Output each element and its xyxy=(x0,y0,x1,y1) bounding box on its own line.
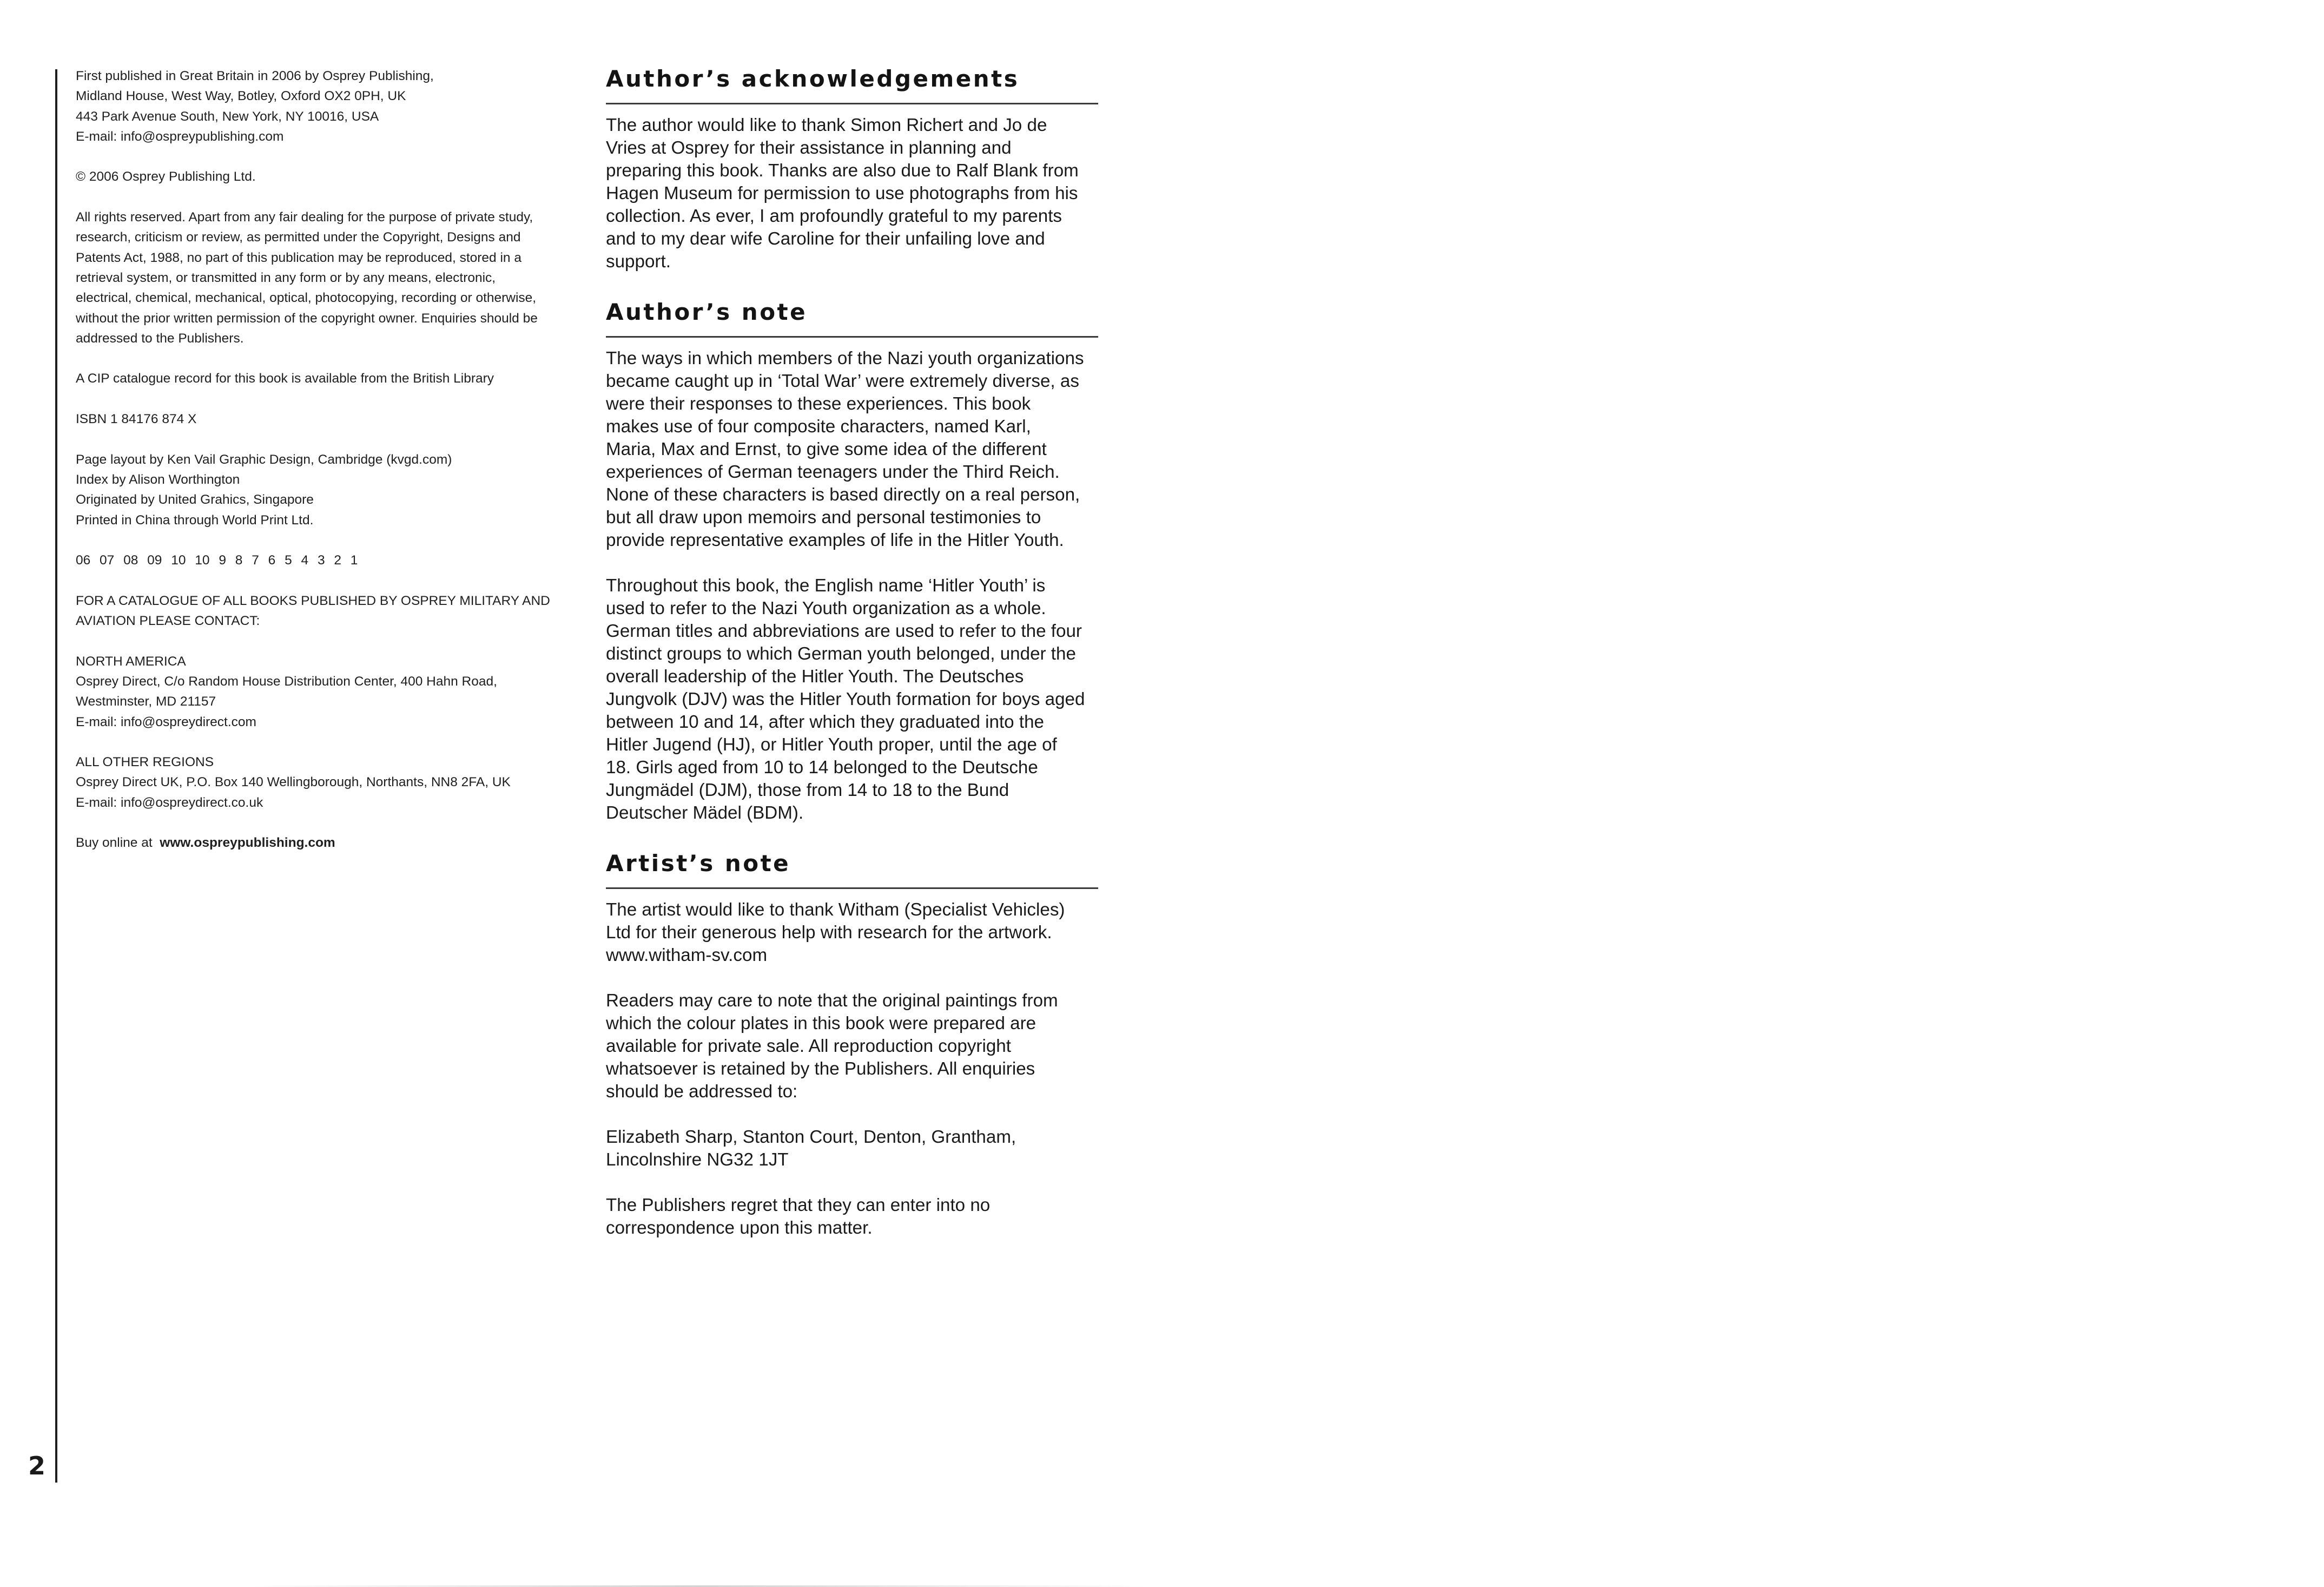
text-line: Throughout this book, the English name ‘Hitler Youth’ is xyxy=(606,576,1046,596)
credit-line: Page layout by Ken Vail Graphic Design, Cambridge (kvgd.com) xyxy=(76,452,452,467)
text-line: between 10 and 14, after which they graduated into the xyxy=(606,712,1044,732)
text-line: The ways in which members of the Nazi youth organizations xyxy=(606,348,1084,368)
publisher-line: First published in Great Britain in 2006 by Osprey Publishing, xyxy=(76,69,434,83)
other-regions-block xyxy=(76,752,573,813)
imprint-column xyxy=(76,66,573,873)
rights-line: All rights reserved. Apart from any fair dealing for the purpose of private study, xyxy=(76,210,533,225)
artists-note-paragraph xyxy=(606,1126,1098,1171)
text-line: German titles and abbreviations are used to refer to the four xyxy=(606,621,1082,641)
copyright-line: © 2006 Osprey Publishing Ltd. xyxy=(76,169,256,185)
text-line: Ltd for their generous help with research for the artwork. xyxy=(606,923,1052,943)
page-margin-rule xyxy=(55,69,57,1483)
text-line: distinct groups to which German youth belonged, under the xyxy=(606,644,1076,664)
credit-line: Originated by United Grahics, Singapore xyxy=(76,492,314,508)
artists-note-paragraph xyxy=(606,990,1098,1103)
text-line: available for private sale. All reproduction copyright xyxy=(606,1036,1011,1056)
text-line: but all draw upon memoirs and personal testimonies to xyxy=(606,508,1041,528)
buy-online-prefix: Buy online at xyxy=(76,835,153,851)
text-line: should be addressed to: xyxy=(606,1082,798,1102)
text-line: and to my dear wife Caroline for their unfailing love and xyxy=(606,229,1045,249)
text-line: collection. As ever, I am profoundly grateful to my parents xyxy=(606,206,1062,226)
catalogue-line: FOR A CATALOGUE OF ALL BOOKS PUBLISHED BY OSPREY MILITARY AND xyxy=(76,593,550,608)
text-line: whatsoever is retained by the Publishers. All enquiries xyxy=(606,1059,1035,1079)
address-line: Osprey Direct UK, P.O. Box 140 Wellingborough, Northants, NN8 2FA, UK xyxy=(76,775,511,790)
artists-note-text xyxy=(606,899,1098,1240)
credit-line: Printed in China through World Print Ltd. xyxy=(76,512,314,528)
text-line: Maria, Max and Ernst, to give some idea of the different xyxy=(606,439,1047,459)
text-line: The Publishers regret that they can enter into no xyxy=(606,1195,991,1215)
text-line: became caught up in ‘Total War’ were extremely diverse, as xyxy=(606,371,1079,391)
publisher-line: Midland House, West Way, Botley, Oxford OX2 0PH, UK xyxy=(76,89,406,104)
catalogue-block xyxy=(76,591,573,631)
north-america-block xyxy=(76,651,573,732)
text-line: experiences of German teenagers under the Third Reich. xyxy=(606,462,1060,482)
text-line: www.witham-sv.com xyxy=(606,945,768,965)
text-line: Hitler Jugend (HJ), or Hitler Youth proper, until the age of xyxy=(606,735,1057,755)
text-line: 18. Girls aged from 10 to 14 belonged to the Deutsche xyxy=(606,758,1038,778)
rights-line: without the prior written permission of the copyright owner. Enquiries should be xyxy=(76,311,538,326)
publisher-block xyxy=(76,66,573,147)
page-number: 2 xyxy=(28,1451,46,1480)
address-line: Westminster, MD 21157 xyxy=(76,694,216,709)
buy-online-block xyxy=(76,833,573,853)
acknowledgements-paragraph xyxy=(606,114,1098,273)
isbn-block xyxy=(76,409,573,429)
authors-note-heading: Author’s note xyxy=(606,296,1098,338)
text-line: Readers may care to note that the original paintings from xyxy=(606,991,1058,1011)
text-line: The author would like to thank Simon Richert and Jo de xyxy=(606,115,1047,135)
text-line: Jungmädel (DJM), those from 14 to 18 to the Bund xyxy=(606,780,1009,800)
artists-note-heading: Artist’s note xyxy=(606,847,1098,889)
region-heading: ALL OTHER REGIONS xyxy=(76,755,214,770)
text-line: Vries at Osprey for their assistance in planning and xyxy=(606,138,1012,158)
text-line: support. xyxy=(606,252,671,272)
website-link[interactable]: www.ospreypublishing.com xyxy=(160,835,335,851)
text-line: provide representative examples of life in the Hitler Youth. xyxy=(606,530,1064,550)
acknowledgements-text xyxy=(606,114,1098,273)
buy-online-line xyxy=(76,833,573,853)
artists-note-paragraph xyxy=(606,899,1098,967)
rights-line: addressed to the Publishers. xyxy=(76,331,244,346)
artists-note-paragraph xyxy=(606,1194,1098,1240)
cip-notice xyxy=(76,368,573,388)
publisher-line: 443 Park Avenue South, New York, NY 10016, USA xyxy=(76,109,379,124)
address-line: Osprey Direct, C/o Random House Distribution Center, 400 Hahn Road, xyxy=(76,674,497,689)
email-line: E-mail: info@ospreydirect.com xyxy=(76,714,256,729)
region-heading: NORTH AMERICA xyxy=(76,654,186,669)
rights-line: electrical, chemical, mechanical, optical, photocopying, recording or otherwise, xyxy=(76,291,537,306)
acknowledgements-heading: Author’s acknowledgements xyxy=(606,63,1098,104)
text-line: Deutscher Mädel (BDM). xyxy=(606,803,804,823)
cip-line: A CIP catalogue record for this book is available from the British Library xyxy=(76,371,494,386)
text-line: The artist would like to thank Witham (Specialist Vehicles) xyxy=(606,900,1065,920)
text-line: Hagen Museum for permission to use photographs from his xyxy=(606,183,1078,203)
text-line: which the colour plates in this book were prepared are xyxy=(606,1013,1036,1033)
text-line: overall leadership of the Hitler Youth. The Deutsches xyxy=(606,667,1024,687)
authors-note-paragraph xyxy=(606,347,1098,552)
artists-note-section xyxy=(606,847,1098,1240)
catalogue-line: AVIATION PLEASE CONTACT: xyxy=(76,614,260,629)
rights-line: retrieval system, or transmitted in any form or by any means, electronic, xyxy=(76,270,496,285)
text-line: correspondence upon this matter. xyxy=(606,1218,873,1238)
print-numbers-block xyxy=(76,550,573,570)
copyright-notice xyxy=(76,167,573,187)
authors-note-section xyxy=(606,296,1098,825)
text-line: Elizabeth Sharp, Stanton Court, Denton, Grantham, xyxy=(606,1127,1016,1147)
authors-note-paragraph xyxy=(606,575,1098,825)
credit-line: Index by Alison Worthington xyxy=(76,472,240,487)
text-line: None of these characters is based directly on a real person, xyxy=(606,485,1080,505)
publisher-email: E-mail: info@ospreypublishing.com xyxy=(76,129,284,144)
rights-line: Patents Act, 1988, no part of this publication may be reproduced, stored in a xyxy=(76,250,521,265)
text-line: were their responses to these experiences. This book xyxy=(606,394,1031,414)
print-numbers-line: 06 07 08 09 10 10 9 8 7 6 5 4 3 2 1 xyxy=(76,553,358,568)
text-line: preparing this book. Thanks are also due to Ralf Blank from xyxy=(606,161,1079,181)
isbn-line: ISBN 1 84176 874 X xyxy=(76,412,197,427)
rights-line: research, criticism or review, as permitted under the Copyright, Designs and xyxy=(76,230,521,245)
email-line: E-mail: info@ospreydirect.co.uk xyxy=(76,795,263,810)
rights-block xyxy=(76,207,573,348)
text-line: Jungvolk (DJV) was the Hitler Youth formation for boys aged xyxy=(606,689,1085,709)
credits-block xyxy=(76,450,573,530)
notes-column xyxy=(606,63,1098,1262)
text-line: makes use of four composite characters, named Karl, xyxy=(606,417,1031,437)
text-line: used to refer to the Nazi Youth organization as a whole. xyxy=(606,598,1046,618)
authors-note-text xyxy=(606,347,1098,825)
acknowledgements-section xyxy=(606,63,1098,273)
text-line: Lincolnshire NG32 1JT xyxy=(606,1150,789,1170)
